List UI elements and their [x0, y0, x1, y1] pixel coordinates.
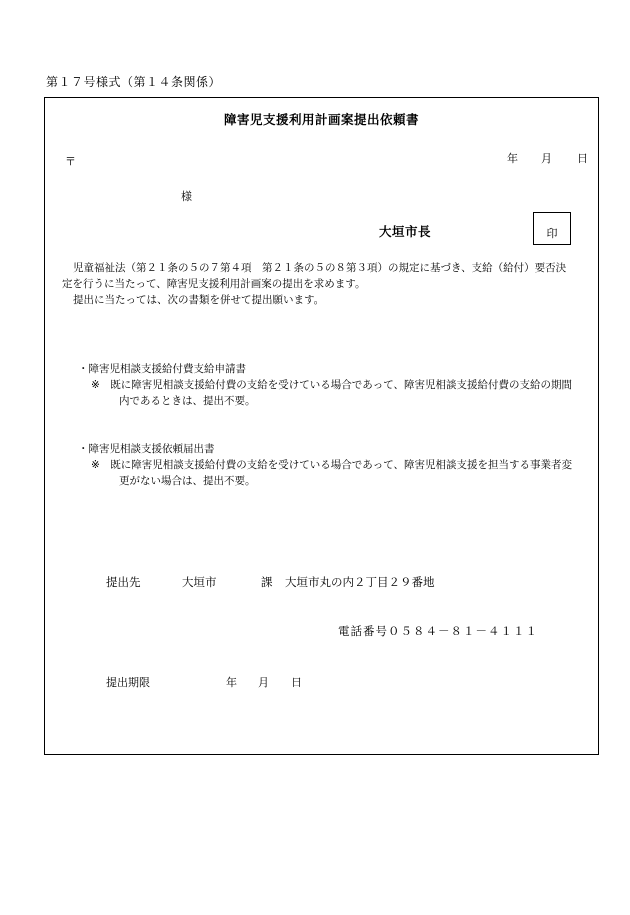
deadline-day-label: 日 — [291, 676, 302, 689]
document-heading: ・障害児相談支援依頼届出書 — [78, 443, 215, 455]
date-month-label: 月 — [541, 152, 552, 165]
submission-label: 提出先 — [106, 575, 141, 589]
document-note-line-1: ※ 既に障害児相談支援給付費の支給を受けている場合であって、障害児相談支援を担当する事業者変 — [91, 459, 572, 471]
required-document-1 — [78, 361, 588, 409]
submission-section-suffix: 課 — [261, 575, 273, 589]
body-line-2: 定を行うに当たって、障害児支援利用計画案の提出を求めます。 — [62, 278, 366, 290]
required-document-2 — [78, 441, 588, 489]
submission-phone: 電話番号０５８４－８１－４１１１ — [338, 624, 538, 638]
form-number: 第１７号様式（第１４条関係） — [46, 75, 222, 89]
date-day-label: 日 — [577, 152, 588, 165]
form-frame — [44, 97, 599, 755]
deadline-year-label: 年 — [226, 676, 237, 689]
issuer-name: 大垣市長 — [379, 224, 432, 239]
form-title: 障害児支援利用計画案提出依頼書 — [223, 112, 419, 127]
body-line-3: 提出に当たっては、次の書類を併せて提出願います。 — [73, 294, 325, 306]
body-line-1: 児童福祉法（第２１条の５の７第４項 第２１条の５の８第３項）の規定に基づき、支給（給付）要否決 — [73, 262, 567, 274]
seal-label: 印 — [546, 227, 558, 240]
submission-address: 大垣市丸の内２丁目２９番地 — [285, 575, 435, 589]
document-note-line-2: 内であるときは、提出不要。 — [119, 395, 256, 407]
deadline-month-label: 月 — [258, 676, 269, 689]
addressee-suffix: 様 — [181, 190, 192, 203]
document-note-line-1: ※ 既に障害児相談支援給付費の支給を受けている場合であって、障害児相談支援給付費の支給の期間 — [91, 379, 572, 391]
submission-city: 大垣市 — [182, 575, 217, 589]
document-heading: ・障害児相談支援給付費支給申請書 — [78, 363, 246, 375]
document-note-line-2: 更がない場合は、提出不要。 — [119, 475, 256, 487]
request-body — [62, 260, 592, 308]
date-year-label: 年 — [507, 152, 518, 165]
seal-box — [533, 212, 571, 245]
deadline-label: 提出期限 — [106, 676, 150, 689]
postal-mark: 〒 — [65, 155, 76, 168]
